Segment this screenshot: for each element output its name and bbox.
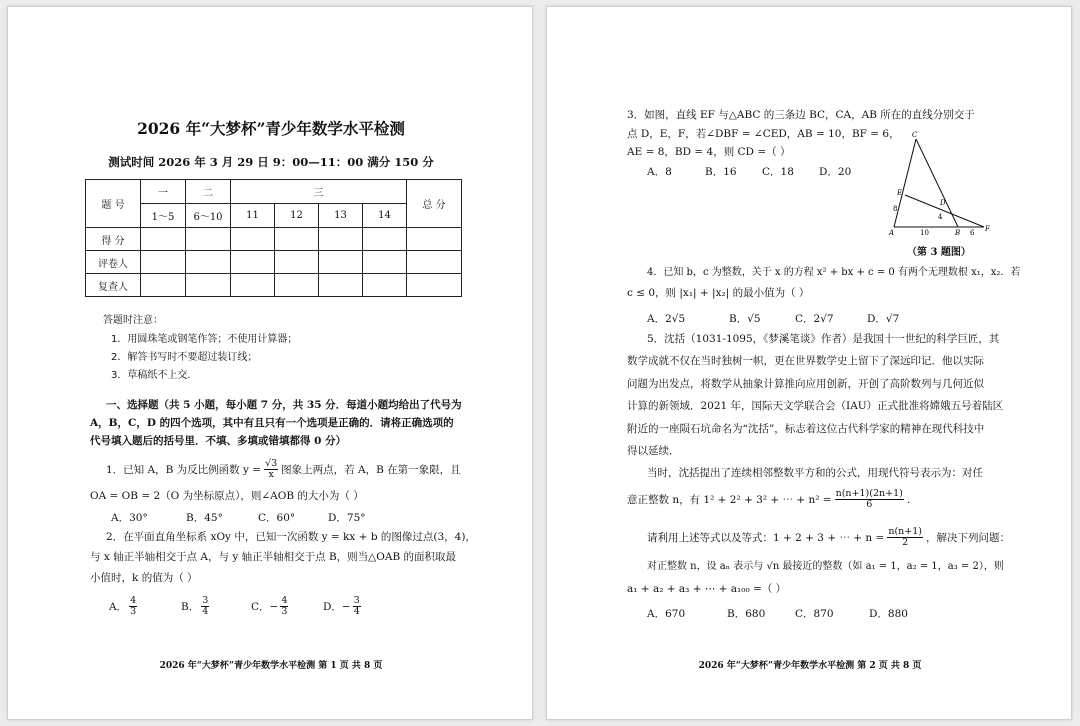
table-header-three: 三 — [231, 180, 407, 204]
segment-ac — [894, 139, 916, 227]
q3-option-b: B．16 — [705, 166, 737, 178]
q5-formula-intro: 当时，沈括提出了连续相邻整数平方和的公式，用现代符号表示为：对任 — [647, 467, 983, 479]
q1-fraction — [264, 459, 278, 480]
table-sub-12: 12 — [275, 204, 319, 228]
label-c: C — [912, 131, 918, 139]
q5-line6: 得以延续． — [627, 445, 680, 457]
figure-caption: （第 3 题图） — [907, 247, 971, 258]
q4-option-b: B．√5 — [729, 313, 761, 325]
q2-line3: 小值时，k 的值为（ ） — [90, 572, 198, 584]
q2-option-b: B． $\frac{3}{4}$ — [181, 595, 209, 617]
table-sub-14: 14 — [363, 204, 407, 228]
table-header-two: 二 — [186, 180, 231, 204]
q5-line3: 问题为出发点，将数学从抽象计算推向应用创新，开创了高阶数列与几何近似 — [627, 378, 984, 390]
q2-line2: 与 x 轴正半轴相交于点 A，与 y 轴正半轴相交于点 B，则当△OAB 的面积取最 — [90, 551, 456, 563]
table-sub-11: 11 — [231, 204, 275, 228]
q5-option-a: A．670 — [647, 608, 686, 620]
q1-option-a: A．30° — [111, 512, 148, 524]
table-sub-one: 1～5 — [141, 204, 186, 228]
section-heading: 代号填入题后的括号里．不填、多填或错填都得 0 分） — [90, 435, 347, 447]
label-a: A — [889, 229, 895, 237]
q3-option-a: A．8 — [647, 166, 672, 178]
q1-frac-den: x — [268, 469, 274, 480]
test-time: 测试时间 2026 年 3 月 29 日 9：00—11：00 满分 150 分 — [108, 155, 434, 169]
q5-option-c: C．870 — [795, 608, 834, 620]
table-row-grader: 评卷人 — [86, 251, 141, 274]
q5-sum: a₁ + a₂ + a₃ + ⋯ + a₁₀₀ =（ ） — [627, 583, 787, 595]
note-item: 2．解答书写时不要超过装订线； — [111, 352, 258, 363]
question-1 — [106, 459, 461, 480]
section-heading: 一、选择题（共 5 小题，每小题 7 分，共 35 分．每道小题均给出了代号为 — [106, 399, 462, 411]
q4-option-a: A．2√5 — [647, 313, 686, 325]
table-header-one: 一 — [141, 180, 186, 204]
q5-formula-1: 意正整数 n，有 1² + 2² + 3² + ⋯ + n² = $\frac{n(n+1)(2n+1)}{6}$ . — [627, 488, 911, 510]
section-heading: A，B，C，D 的四个选项，其中有且只有一个选项是正确的．请将正确选项的 — [90, 417, 454, 429]
exam-page-1 — [7, 6, 533, 720]
q3-line3: AE = 8，BD = 4，则 CD =（ ） — [627, 146, 791, 158]
q1-line2: OA = OB = 2（O 为坐标原点），则∠AOB 的大小为（ ） — [90, 490, 364, 502]
q5-line1: 5．沈括（1031-1095，《梦溪笔谈》作者）是我国十一世纪的科学巨匠，其 — [647, 333, 1000, 345]
q4-line1: 4．已知 b，c 为整数，关于 x 的方程 x² + bx + c = 0 有两个无理数根 x₁，x₂．若 — [647, 267, 1021, 278]
q3-line2: 点 D，E，F，若∠DBF = ∠CED，AB = 10，BF = 6， — [627, 128, 900, 140]
table-header-total: 总 分 — [407, 180, 462, 228]
q2-line1: 2．在平面直角坐标系 xOy 中，已知一次函数 y = kx + b 的图像过点(3，4)， — [106, 531, 476, 543]
label-8: 8 — [893, 205, 898, 213]
q4-option-d: D．√7 — [867, 313, 900, 325]
q1-frac-num: √3 — [265, 458, 278, 469]
label-b: B — [955, 229, 961, 237]
q1-option-b: B．45° — [186, 512, 223, 524]
page-footer: 2026 年“大梦杯”青少年数学水平检测 第 2 页 共 8 页 — [698, 661, 922, 671]
q1-option-d: D．75° — [328, 512, 366, 524]
q3-option-d: D．20 — [819, 166, 852, 178]
label-10: 10 — [920, 229, 929, 237]
q1-text-a: 1．已知 A，B 为反比例函数 y = — [106, 463, 262, 476]
q3-option-c: C．18 — [762, 166, 794, 178]
label-e: E — [897, 189, 903, 197]
q5-line2: 数学成就不仅在当时独树一帜，更在世界数学史上留下了深远印记．他以实际 — [627, 355, 984, 367]
triangle-figure — [882, 127, 992, 239]
q5-line5: 附近的一座陨石坑命名为“沈括”，标志着这位古代科学家的精神在现代科技中 — [627, 423, 985, 435]
table-row-score: 得 分 — [86, 228, 141, 251]
note-item: 1．用圆珠笔或钢笔作答；不使用计算器； — [111, 334, 298, 345]
table-header-tihao: 题 号 — [86, 180, 141, 228]
label-f: F — [985, 225, 990, 233]
q2-option-c: C．− $\frac{4}{3}$ — [251, 595, 288, 617]
table-sub-two: 6～10 — [186, 204, 231, 228]
label-4: 4 — [938, 213, 943, 221]
table-sub-13: 13 — [319, 204, 363, 228]
q5-option-d: D．880 — [869, 608, 908, 620]
q5-option-b: B．680 — [727, 608, 766, 620]
q4-option-c: C．2√7 — [795, 313, 834, 325]
page-footer: 2026 年“大梦杯”青少年数学水平检测 第 1 页 共 8 页 — [159, 661, 383, 671]
note-item: 3．草稿纸不上交. — [111, 370, 191, 381]
q1-text-b: 图象上两点，若 A，B 在第一象限，且 — [281, 463, 461, 476]
q2-option-d: D．− $\frac{3}{4}$ — [323, 595, 360, 617]
label-6: 6 — [970, 229, 975, 237]
label-d: D — [940, 199, 946, 207]
q2-option-a: A． $\frac{4}{3}$ — [109, 595, 137, 617]
q4-line2: c ≤ 0，则 |x₁| + |x₂| 的最小值为（ ） — [627, 287, 810, 299]
q5-formula-2: 请利用上述等式以及等式：1 + 2 + 3 + ⋯ + n = $\frac{n(n+1)}{2}$ ，解决下列问题： — [647, 526, 1010, 548]
exam-page-2 — [546, 6, 1072, 720]
table-row-checker: 复查人 — [86, 274, 141, 297]
q3-line1: 3．如图，直线 EF 与△ABC 的三条边 BC，CA，AB 所在的直线分别交于 — [627, 109, 975, 121]
q5-an-definition: 对正整数 n，设 aₙ 表示与 √n 最接近的整数（如 a₁ = 1，a₂ = 1，a₃ = 2），则 — [647, 561, 1004, 572]
q5-line4: 计算的新领域．2021 年，国际天文学联合会（IAU）正式批准将嫦娥五号着陆区 — [627, 400, 1004, 412]
page-title: 2026 年“大梦杯”青少年数学水平检测 — [137, 119, 405, 138]
notes-title: 答题时注意： — [103, 315, 163, 326]
score-table — [85, 179, 462, 297]
q1-option-c: C．60° — [258, 512, 296, 524]
